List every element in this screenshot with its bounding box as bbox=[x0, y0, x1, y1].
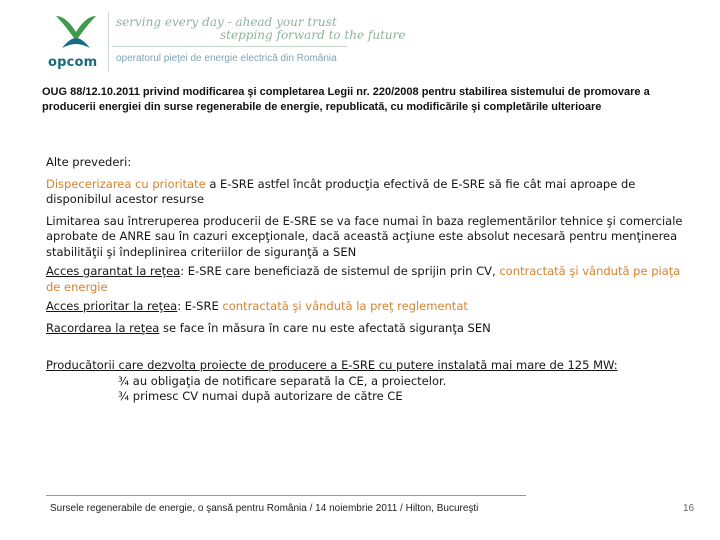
producatorii-paragraph: Producătorii care dezvolta proiecte de producere a E-SRE cu putere instalată mai mare de 125 MW: bbox=[46, 358, 618, 372]
limitarea-paragraph: Limitarea sau întreruperea producerii de E-SRE se va face numai în baza reglementărilor tehnice şi comerciale aprobate de ANRE sau în cazuri excepţionale, dacă această acţiune este absolut necesară pentru menţinerea stabilităţii şi îndeplinirea criteriilor de siguranţă a SEN bbox=[46, 213, 683, 259]
footer-text: Sursele regenerabile de energie, o şansă pentru România / 14 noiembrie 2011 / Hilton, Bucureşti bbox=[50, 503, 479, 514]
acces-garantat-highlight: contractată şi vândută pe piaţa de energie bbox=[46, 264, 681, 294]
slogan-line-1: serving every day - ahead your trust bbox=[116, 15, 337, 29]
slide-content bbox=[46, 155, 686, 405]
acces-garantat-label: Acces garantat la reţea bbox=[46, 264, 181, 278]
logo-text: opcom bbox=[48, 55, 98, 70]
slide-header bbox=[0, 0, 720, 80]
alte-prevederi-heading: Alte prevederi: bbox=[46, 155, 132, 169]
acces-prioritar-paragraph bbox=[46, 299, 686, 315]
producatorii-sub-2: ¾ primesc CV numai după autorizare de către CE bbox=[118, 389, 403, 403]
dispecerizare-paragraph bbox=[46, 177, 686, 208]
dispecerizare-text: a E-SRE astfel încât producţia efectivă de E-SRE să fie cât mai aproape de disponibilul acestor resurse bbox=[46, 176, 636, 206]
racordarea-label: Racordarea la reţea bbox=[46, 320, 160, 335]
acces-garantat-text: : E-SRE care beneficiază de sistemul de sprijin prin CV, bbox=[180, 264, 500, 278]
acces-prioritar-text: : E-SRE bbox=[177, 299, 223, 313]
slogan-line-2: stepping forward to the future bbox=[220, 28, 406, 42]
slogan-underline bbox=[112, 46, 347, 47]
acces-garantat-paragraph bbox=[46, 264, 686, 295]
acces-prioritar-highlight: contractată şi vândută la preţ reglementat bbox=[222, 299, 468, 313]
dispecerizare-highlight: Dispecerizarea cu prioritate bbox=[46, 176, 206, 191]
slide-title: OUG 88/12.10.2011 privind modificarea şi completarea Legii nr. 220/2008 pentru stabilirea sistemului de promovare a producerii energiei din surse regenerabile de energie, republicată, cu modificările şi completările ulterioare bbox=[42, 86, 650, 113]
opcom-logo-icon bbox=[52, 12, 100, 54]
page-number: 16 bbox=[683, 503, 695, 514]
racordarea-paragraph bbox=[46, 321, 686, 337]
operator-name: operatorul pieţei de energie electrică din România bbox=[116, 53, 337, 64]
header-divider bbox=[108, 12, 109, 72]
footer-divider bbox=[46, 495, 526, 496]
producatorii-sub-1: ¾ au obligaţia de notificare separată la CE, a proiectelor. bbox=[118, 373, 447, 388]
acces-prioritar-label: Acces prioritar la reţea bbox=[46, 299, 178, 313]
racordarea-text: se face în măsura în care nu este afectată siguranţa SEN bbox=[159, 320, 491, 335]
